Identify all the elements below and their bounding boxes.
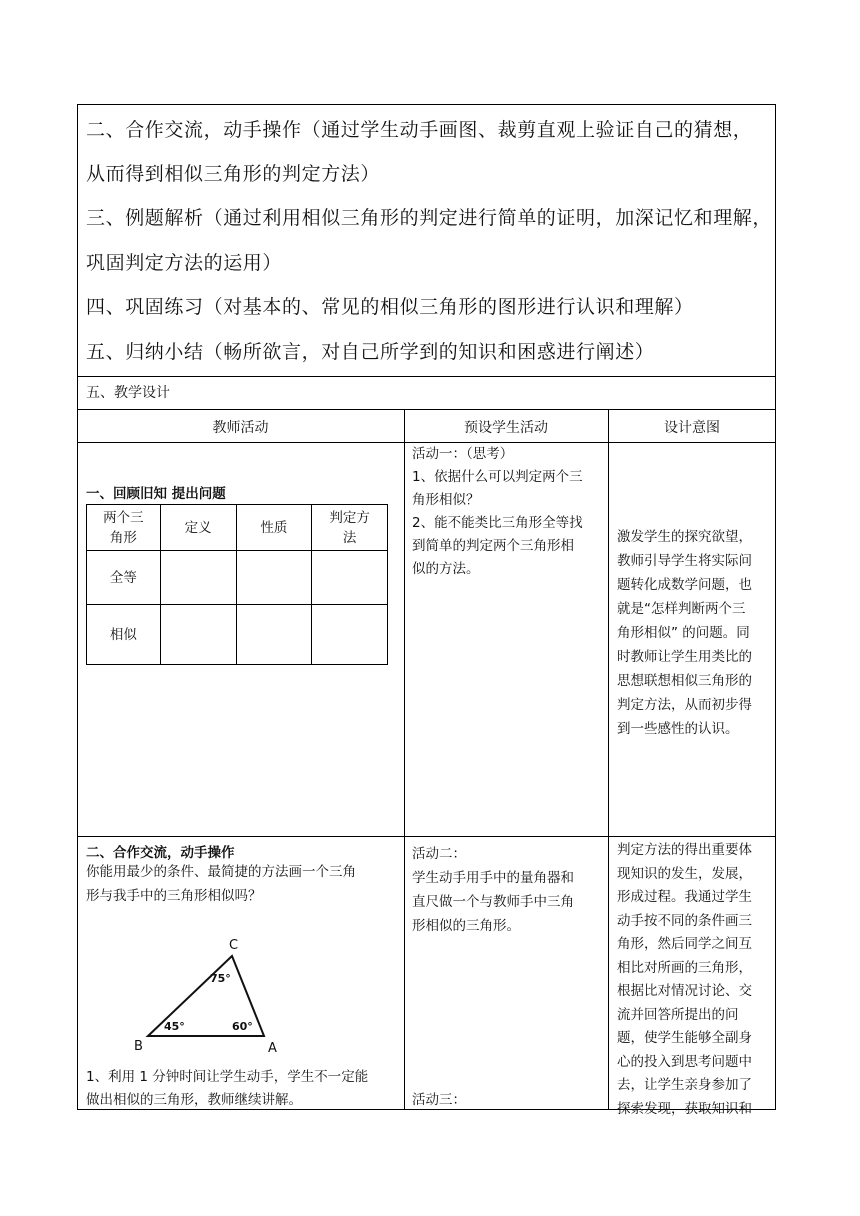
column-divider bbox=[608, 409, 609, 1110]
row1-intent-text bbox=[617, 525, 752, 741]
text-line: 1、利用 1 分钟时间让学生动手，学生不一定能 bbox=[86, 1069, 369, 1085]
table-cell bbox=[236, 551, 312, 605]
table-header-cell: 定义 bbox=[160, 505, 236, 551]
triangle-figure bbox=[128, 932, 288, 1054]
text-line: 直尺做一个与教师手中三角 bbox=[412, 894, 574, 910]
text-line: 去，让学生亲身参加了 bbox=[617, 1077, 752, 1093]
divider bbox=[77, 836, 776, 837]
table-header-cell: 两个三 角形 bbox=[87, 505, 161, 551]
table-row bbox=[87, 551, 388, 605]
text-line: 思想联想相似三角形的 bbox=[617, 673, 752, 689]
text-line: 到一些感性的认识。 bbox=[617, 721, 739, 737]
text-line: 到简单的判定两个三角形相 bbox=[412, 538, 574, 554]
angle-label-b: 45° bbox=[164, 1020, 185, 1033]
table-header-cell: 判定方 法 bbox=[312, 505, 388, 551]
table-cell bbox=[236, 605, 312, 665]
outline-line-6: 五、归纳小结（畅所欲言，对自己所学到的知识和困惑进行阐述） bbox=[86, 341, 655, 363]
section-title: 五、教学设计 bbox=[86, 385, 170, 401]
text-line: 形与我手中的三角形相似吗？ bbox=[86, 888, 262, 904]
outline-line-2: 从而得到相似三角形的判定方法） bbox=[86, 163, 381, 185]
row1-student-text bbox=[412, 443, 583, 581]
text-line: 活动一：（思考） bbox=[412, 446, 514, 462]
row2-teacher-heading: 二、合作交流，动手操作 bbox=[86, 845, 235, 861]
text-line: 教师引导学生将实际问 bbox=[617, 553, 752, 569]
outline-line-4: 巩固判定方法的运用） bbox=[86, 252, 283, 274]
text-line: 题，使学生能够全副身 bbox=[617, 1030, 752, 1046]
text-line: 形相似的三角形。 bbox=[412, 918, 520, 934]
text-line: 做出相似的三角形，教师继续讲解。 bbox=[86, 1092, 302, 1108]
text-line: 根据比对情况讨论、交 bbox=[617, 983, 752, 999]
text-line: 1、依据什么可以判定两个三 bbox=[412, 469, 583, 485]
text-line: 角形相似” 的问题。同 bbox=[617, 625, 750, 641]
text-line: 时教师让学生用类比的 bbox=[617, 649, 752, 665]
table-cell bbox=[312, 605, 388, 665]
text-line: 角形相似？ bbox=[412, 492, 480, 508]
vertex-label-c: C bbox=[229, 938, 239, 953]
row-label: 相似 bbox=[87, 605, 161, 665]
angle-label-c: 75° bbox=[210, 972, 231, 985]
text-line: 判定方法，从而初步得 bbox=[617, 697, 752, 713]
outline-line-5: 四、巩固练习（对基本的、常见的相似三角形的图形进行认识和理解） bbox=[86, 296, 694, 318]
text-line: 心的投入到思考问题中 bbox=[617, 1053, 752, 1070]
row2-student-text bbox=[412, 842, 574, 938]
table-row bbox=[87, 605, 388, 665]
text-line: 形成过程。我通过学生 bbox=[617, 889, 752, 905]
column-header-teacher: 教师活动 bbox=[212, 420, 269, 436]
table-cell bbox=[312, 551, 388, 605]
column-divider bbox=[404, 409, 405, 1110]
row1-teacher-heading: 一、回顾旧知 提出问题 bbox=[86, 486, 226, 502]
angle-label-a: 60° bbox=[232, 1020, 253, 1033]
text-line: 2、能不能类比三角形全等找 bbox=[412, 515, 583, 531]
text-line: 就是“怎样判断两个三 bbox=[617, 601, 746, 617]
table-cell bbox=[160, 605, 236, 665]
outline-line-3: 三、例题解析（通过利用相似三角形的判定进行简单的证明，加深记忆和理解， bbox=[86, 207, 773, 229]
outline-line-1: 二、合作交流，动手操作（通过学生动手画图、裁剪直观上验证自己的猜想， bbox=[86, 119, 753, 141]
divider bbox=[77, 376, 776, 377]
row2-intent-text bbox=[617, 839, 752, 1121]
divider bbox=[77, 409, 776, 410]
vertex-label-b: B bbox=[134, 1039, 143, 1054]
text-line: 你能用最少的条件、最简捷的方法画一个三角 bbox=[86, 864, 356, 880]
row-label: 全等 bbox=[87, 551, 161, 605]
table-header-cell: 性质 bbox=[236, 505, 312, 551]
text-line: 相比对所画的三角形， bbox=[617, 959, 752, 976]
row2-student-next: 活动三： bbox=[412, 1092, 466, 1108]
text-line: 判定方法的得出重要体 bbox=[617, 842, 752, 858]
text-line: 流并回答所提出的问 bbox=[617, 1006, 739, 1023]
text-line: 似的方法。 bbox=[412, 561, 480, 577]
text-line: 活动二： bbox=[412, 846, 466, 862]
text-line: 现知识的发生，发展， bbox=[617, 865, 752, 882]
row2-teacher-question bbox=[86, 860, 356, 908]
text-line: 动手按不同的条件画三 bbox=[617, 912, 752, 929]
text-line: 角形，然后同学之间互 bbox=[617, 936, 752, 952]
row2-teacher-note bbox=[86, 1066, 368, 1112]
vertex-label-a: A bbox=[268, 1041, 277, 1054]
text-line: 探索发现，获取知识和 bbox=[617, 1100, 752, 1117]
column-header-intent: 设计意图 bbox=[664, 420, 720, 436]
table-cell bbox=[160, 551, 236, 605]
text-line: 题转化成数学问题，也 bbox=[617, 577, 752, 593]
column-header-student: 预设学生活动 bbox=[464, 420, 548, 436]
text-line: 学生动手用手中的量角器和 bbox=[412, 870, 574, 886]
review-comparison-table bbox=[86, 504, 388, 665]
text-line: 激发学生的探究欲望， bbox=[617, 529, 752, 545]
